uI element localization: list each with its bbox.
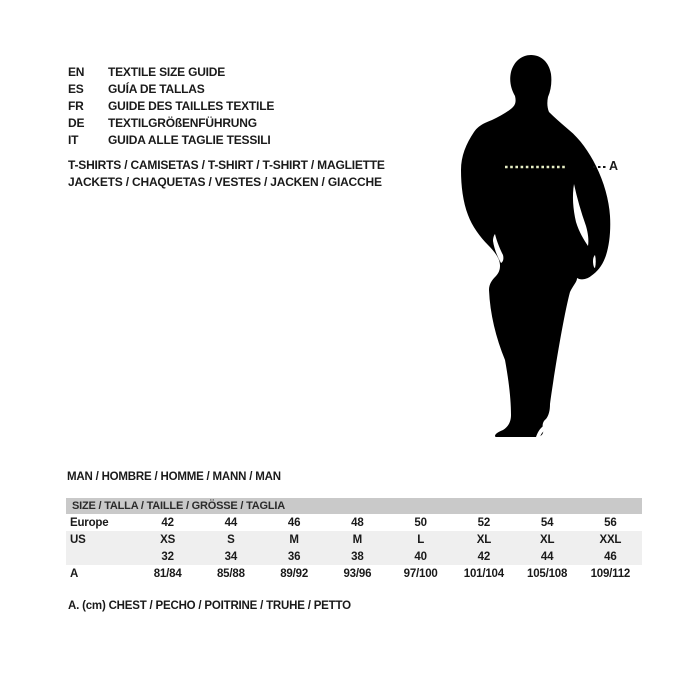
measurement-footnote: A. (cm) CHEST / PECHO / POITRINE / TRUHE / PETTO	[68, 600, 351, 612]
language-row	[68, 64, 274, 81]
man-silhouette-graphic	[450, 52, 625, 442]
size-cell: XL	[476, 533, 492, 546]
product-line-tshirts: T-SHIRTS / CAMISETAS / T-SHIRT / T-SHIRT / MAGLIETTE	[68, 158, 385, 172]
size-cell: 93/96	[343, 567, 372, 580]
language-code: EN	[68, 65, 85, 79]
row-label: US	[70, 533, 86, 546]
size-cell: 56	[604, 516, 617, 529]
size-cell: L	[417, 533, 425, 546]
size-table-body	[66, 514, 642, 582]
size-cell: 54	[540, 516, 554, 529]
language-label: GUÍA DE TALLAS	[108, 82, 205, 96]
size-cell: 44	[224, 516, 238, 529]
language-code: FR	[68, 99, 84, 113]
size-cell: M	[352, 533, 363, 546]
size-cell: 85/88	[216, 567, 245, 580]
size-cell: 97/100	[403, 567, 438, 580]
size-cell: 40	[414, 550, 427, 563]
man-silhouette	[450, 52, 625, 442]
size-cell: S	[227, 533, 235, 546]
language-row	[68, 98, 274, 115]
table-row	[66, 565, 642, 582]
size-cell: 81/84	[153, 567, 182, 580]
language-list	[68, 64, 274, 149]
size-cell: 42	[477, 550, 491, 563]
table-row	[66, 514, 642, 531]
size-table-header: SIZE / TALLA / TAILLE / GRÖSSE / TAGLIA	[66, 498, 642, 514]
size-cell: 101/104	[463, 567, 504, 580]
size-cell: XS	[160, 533, 176, 546]
size-cell: 109/112	[590, 567, 631, 580]
size-cell: 52	[477, 516, 491, 529]
row-label: A	[70, 567, 79, 580]
size-cell: 32	[161, 550, 174, 563]
size-cell: 89/92	[280, 567, 309, 580]
size-cell: XXL	[599, 533, 622, 546]
size-cell: M	[289, 533, 299, 546]
size-cell: 36	[287, 550, 301, 563]
language-code: DE	[68, 116, 85, 130]
row-label: Europe	[70, 516, 109, 529]
size-cell: XL	[539, 533, 555, 546]
language-row	[68, 115, 274, 132]
section-title-man: MAN / HOMBRE / HOMME / MANN / MAN	[67, 471, 281, 483]
table-row	[66, 531, 642, 548]
size-cell: 48	[351, 516, 364, 529]
language-code: ES	[68, 82, 84, 96]
size-cell: 42	[161, 516, 174, 529]
size-cell: 34	[224, 550, 238, 563]
measure-label-a: A	[609, 159, 618, 173]
language-label: GUIDE DES TAILLES TEXTILE	[108, 99, 275, 113]
size-cell: 38	[351, 550, 364, 563]
size-cell: 105/108	[527, 567, 568, 580]
language-label: GUIDA ALLE TAGLIE TESSILI	[108, 133, 271, 147]
language-code: IT	[68, 133, 79, 147]
size-cell: 46	[604, 550, 617, 563]
product-line-jackets: JACKETS / CHAQUETAS / VESTES / JACKEN / GIACCHE	[68, 175, 382, 189]
size-table	[66, 498, 642, 582]
language-label: TEXTILGRÖßENFÜHRUNG	[108, 116, 257, 130]
product-categories	[68, 157, 385, 191]
size-cell: 46	[287, 516, 301, 529]
language-row	[68, 81, 274, 98]
language-label: TEXTILE SIZE GUIDE	[108, 65, 226, 79]
size-cell: 50	[414, 516, 427, 529]
table-row	[66, 548, 642, 565]
size-cell: 44	[540, 550, 554, 563]
language-row	[68, 132, 274, 149]
